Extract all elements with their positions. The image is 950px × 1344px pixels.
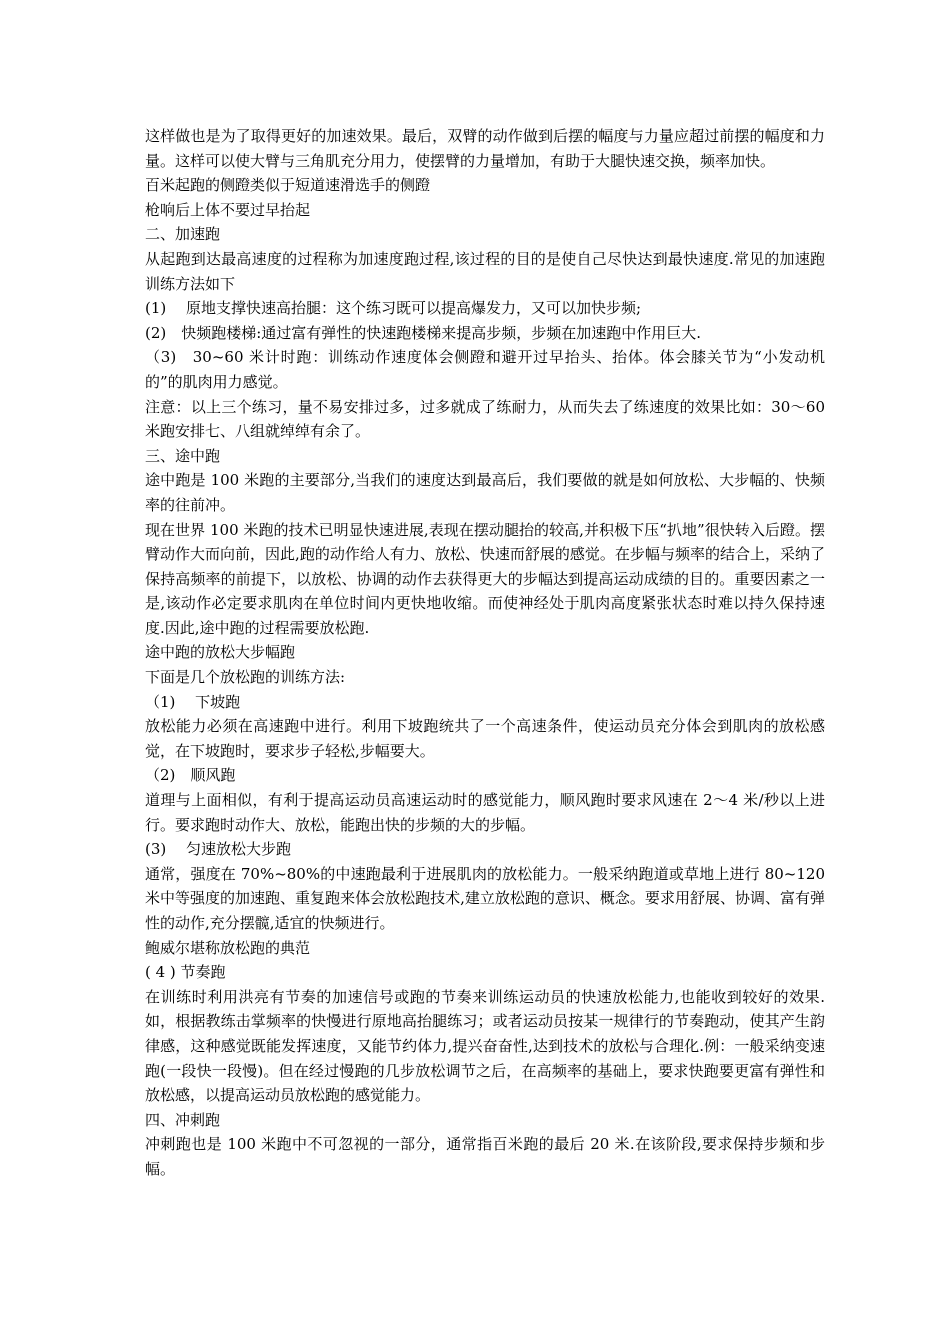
paragraph-methods-intro: 下面是几个放松跑的训练方法: — [145, 668, 346, 687]
list-item-high-knees: (1) 原地支撑快速高抬腿：这个练习既可以提高爆发力，又可以加快步频; — [145, 299, 642, 318]
note-relaxed-stride: 途中跑的放松大步幅跑 — [145, 643, 296, 662]
list-item-downhill: （1) 下坡跑 — [145, 692, 241, 711]
list-item-steady-stride: (3) 匀速放松大步跑 — [145, 840, 292, 859]
paragraph-acceleration-intro: 从起跑到达最高速度的过程称为加速度跑过程,该过程的目的是使自己尽快达到最快速度.常见的加速跑训练方法如下 — [145, 249, 825, 293]
heading-sprint: 四、冲刺跑 — [145, 1110, 221, 1129]
paragraph-downhill: 放松能力必须在高速跑中进行。利用下坡跑统共了一个高速条件，使运动员充分体会到肌肉的放松感觉，在下坡跑时，要求步子轻松,步幅要大。 — [145, 717, 825, 760]
paragraph-sprint: 冲刺跑也是 100 米跑中不可忽视的一部分，通常指百米跑的最后 20 米.在该阶段,要求保持步频和步幅。 — [145, 1135, 825, 1178]
paragraph-midway-intro: 途中跑是 100 米跑的主要部分,当我们的速度达到最高后，我们要做的就是如何放松、大步幅的、快频率的往前冲。 — [145, 471, 825, 514]
paragraph-note: 注意：以上三个练习，量不易安排过多，过多就成了练耐力，从而失去了练速度的效果比如：30～60 米跑安排七、八组就绰绰有余了。 — [145, 397, 825, 441]
heading-acceleration: 二、加速跑 — [145, 225, 221, 244]
paragraph-rhythm: 在训练时利用洪亮有节奏的加速信号或跑的节奏来训练运动员的快速放松能力,也能收到较好的效果.如，根据教练击掌频率的快慢进行原地高抬腿练习；或者运动员按某一规律行的节奏跑动，使其产生韵律感，这种感觉既能发挥速度，又能节约体力,提兴奋奋性,达到技术的放松与合理化.例：一般采纳变速跑(一段快一段慢)。但在经过慢跑的几步放松调节之后，在高频率的基础上，要求快跑要更富有弹性和放松感，以提高运动员放松跑的感觉能力。 — [145, 987, 825, 1105]
list-item-timed-run: （3) 30~60 米计时跑：训练动作速度体会侧蹬和避开过早抬头、抬体。体会膝关节为“小发动机的”的肌肉用力感觉。 — [145, 348, 825, 391]
paragraph-tailwind: 道理与上面相似，有利于提高运动员高速运动时的感觉能力，顺风跑时要求风速在 2～4 米/秒以上进行。要求跑时动作大、放松，能跑出快的步频的大的步幅。 — [145, 791, 825, 834]
paragraph-steady-stride: 通常，强度在 70%~80%的中速跑最利于进展肌肉的放松能力。一般采纳跑道或草地上进行 80~120 米中等强度的加速跑、重复跑来体会放松跑技术,建立放松跑的意识、概念。要求用舒展、协调、富有弹性的动作,充分摆髋,适宜的快频进行。 — [145, 864, 825, 932]
heading-midway-run: 三、途中跑 — [145, 446, 221, 465]
note-upper-body: 枪响后上体不要过早抬起 — [145, 200, 311, 219]
paragraph-world-technique: 现在世界 100 米跑的技术已明显快速进展,表现在摆动腿抬的较高,并积极下压“扒地”很快转入后蹬。摆臂动作大而向前，因此,跑的动作给人有力、放松、快速而舒展的感觉。在步幅与频率的结合上，采纳了保持高频率的前提下，以放松、协调的动作去获得更大的步幅达到提高运动成绩的目的。重要因素之一是,该动作必定要求肌肉在单位时间内更快地收缩。而使神经处于肌肉高度紧张状态时难以持久保持速度.因此,途中跑的过程需要放松跑. — [145, 520, 825, 637]
list-item-rhythm: ( 4 ) 节奏跑 — [145, 963, 226, 982]
note-powell: 鲍威尔堪称放松跑的典范 — [145, 938, 311, 957]
list-item-stairs: (2) 快频跑楼梯:通过富有弹性的快速跑楼梯来提高步频，步频在加速跑中作用巨大. — [145, 323, 702, 342]
document-body — [145, 124, 825, 1182]
paragraph-arm-swing: 这样做也是为了取得更好的加速效果。最后，双臂的动作做到后摆的幅度与力量应超过前摆的幅度和力量。这样可以使大臂与三角肌充分用力，使摆臂的力量增加，有助于大腿快速交换，频率加快。 — [145, 127, 825, 170]
note-side-push: 百米起跑的侧蹬类似于短道速滑选手的侧蹬 — [145, 176, 431, 195]
list-item-tailwind: （2) 顺风跑 — [145, 766, 236, 785]
